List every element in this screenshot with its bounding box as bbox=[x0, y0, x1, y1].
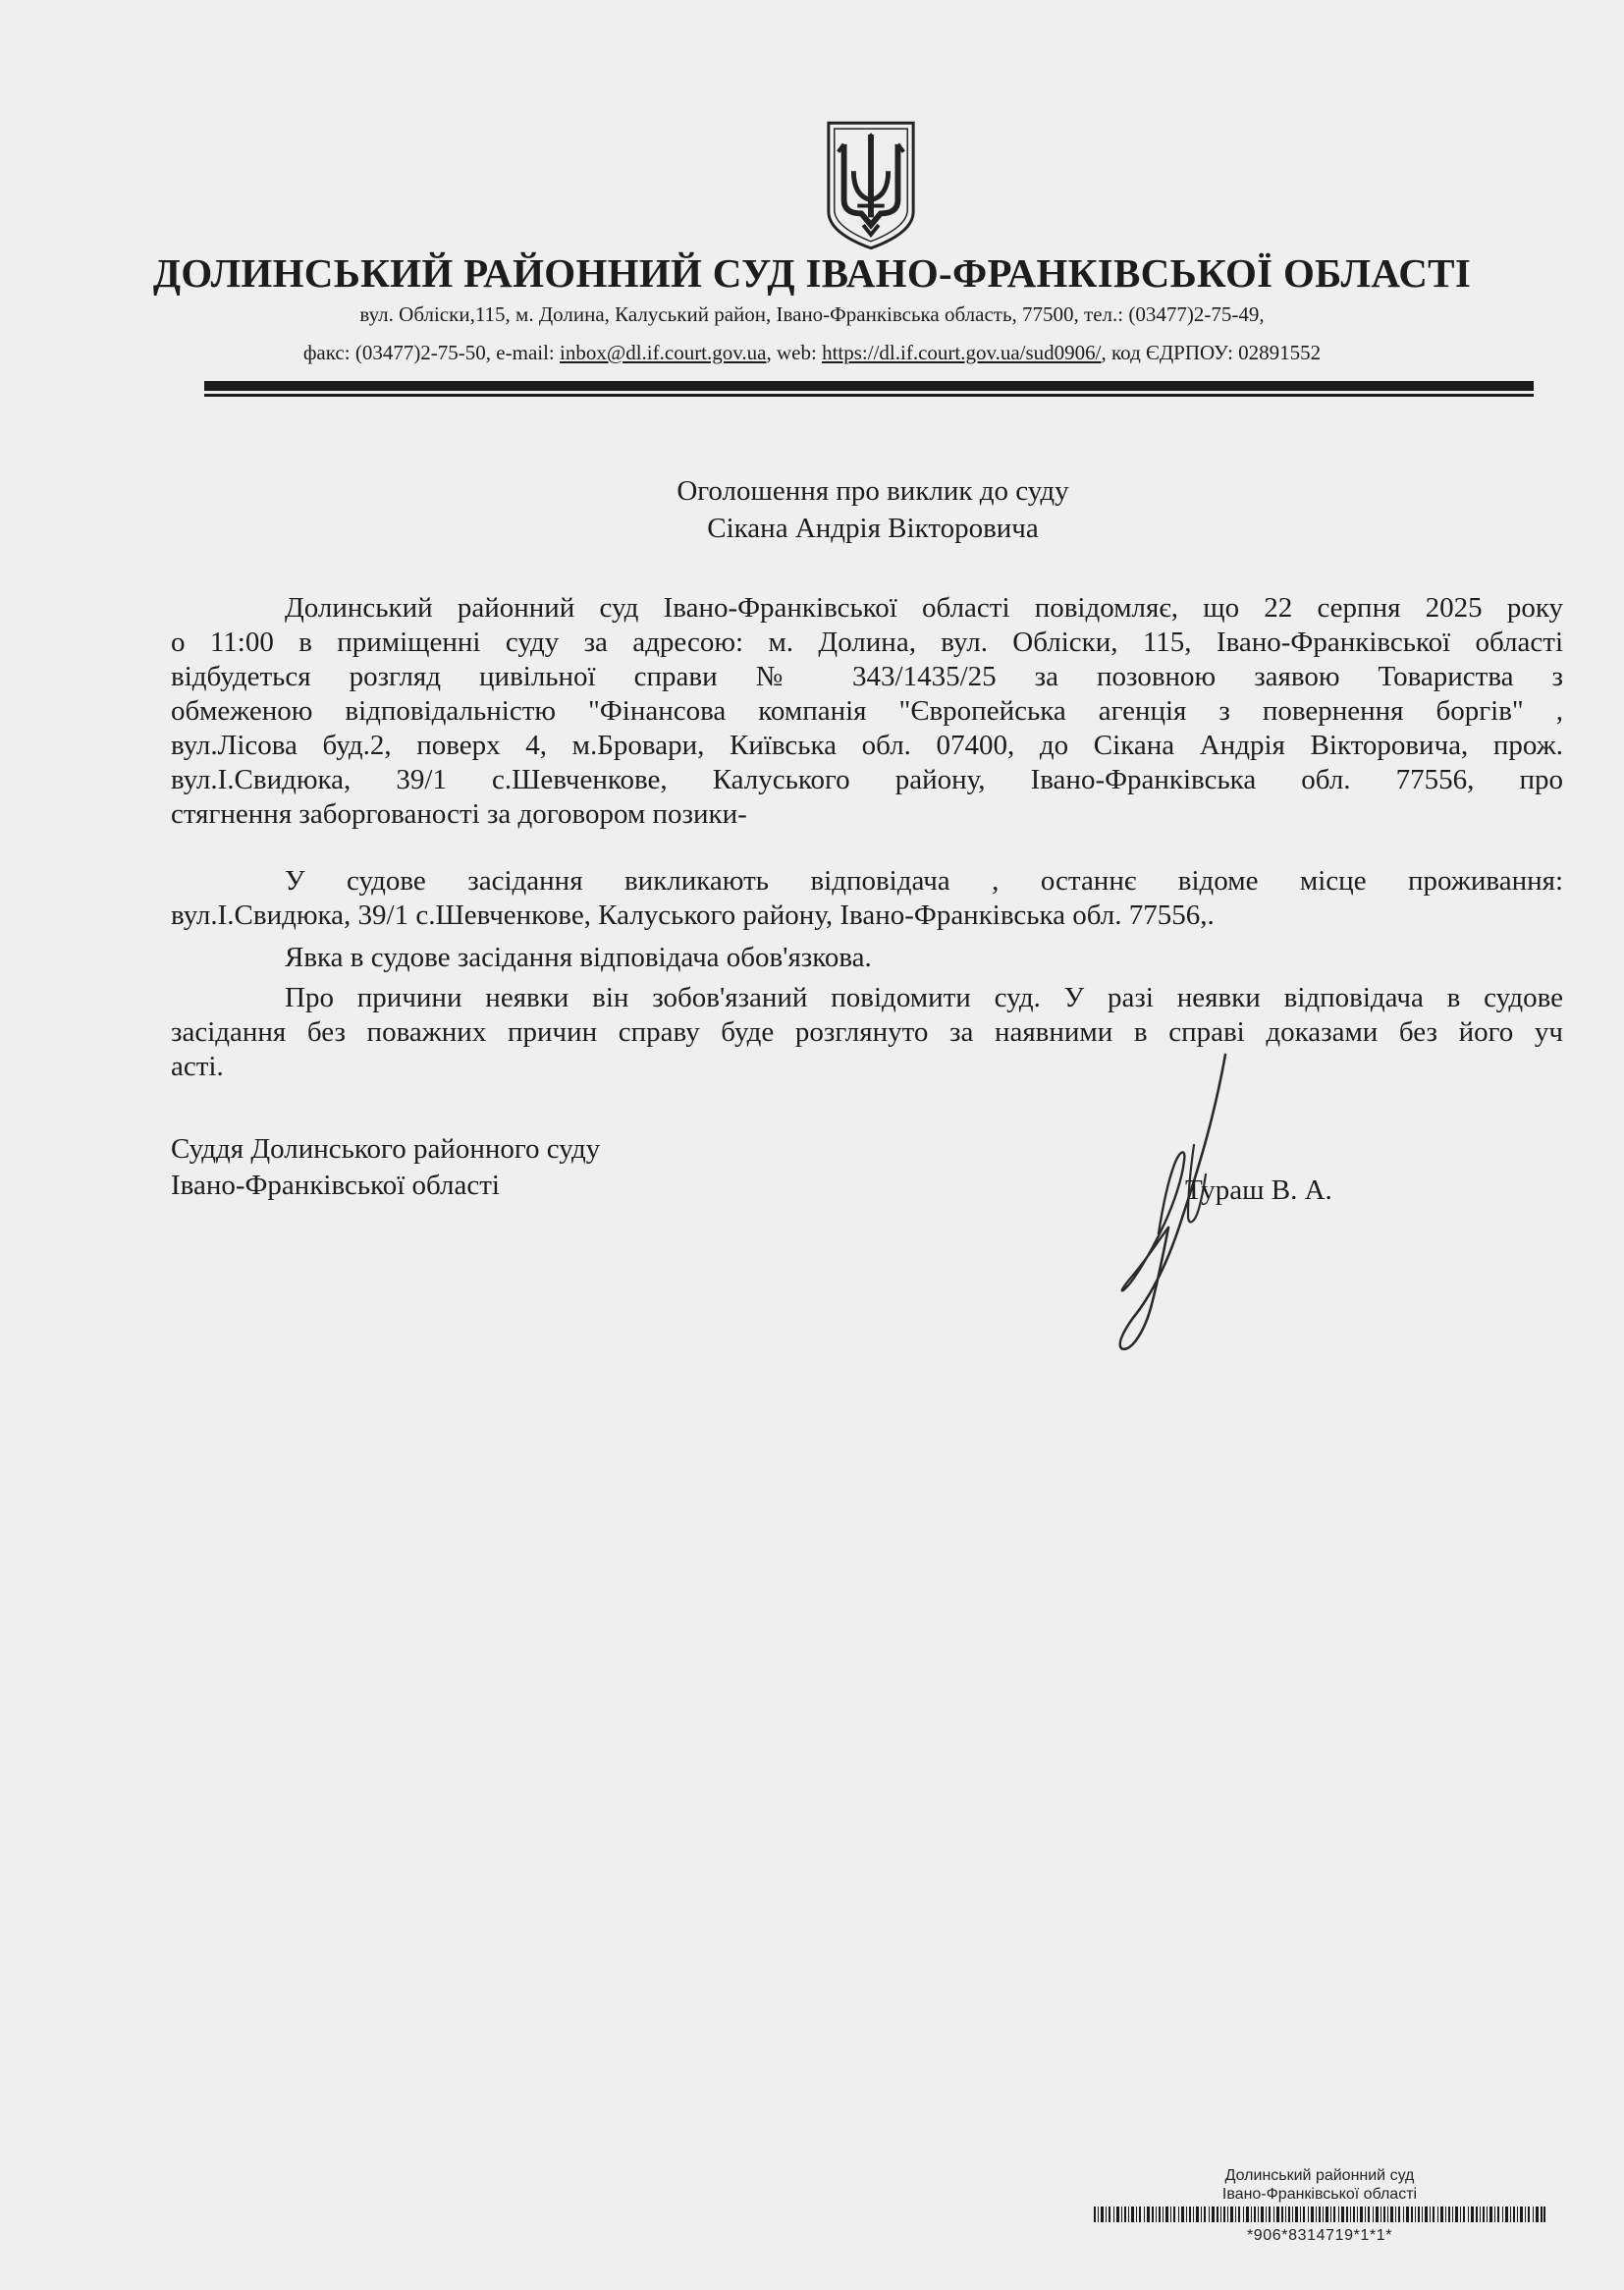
coat-of-arms-icon bbox=[823, 116, 919, 253]
text-line: відбудеться розгляд цивільної справи № 343/1435/25 за позовною заявою Товариства з bbox=[171, 661, 1563, 692]
text-line: вул.І.Свидюка, 39/1 с.Шевченкове, Калуського району, Івано-Франківська обл. 77556, про bbox=[171, 764, 1563, 795]
judge-position-line: Івано-Франківської області bbox=[171, 1170, 500, 1201]
paragraph-attendance bbox=[171, 941, 1563, 975]
barcode-icon bbox=[1094, 2207, 1545, 2222]
text-line: Долинський районний суд Івано-Франківської області повідомляє, що 22 серпня 2025 року bbox=[285, 592, 1563, 624]
text-line: обмеженою відповідальністю "Фінансова компанія "Європейська агенція з повернення боргів" , bbox=[171, 695, 1563, 727]
text-line: вул.Лісова буд.2, поверх 4, м.Бровари, Київська обл. 07400, до Сікана Андрія Вікторовича, прож. bbox=[171, 730, 1563, 761]
text-line: асті. bbox=[171, 1051, 224, 1082]
text-line: Явка в судове засідання відповідача обов'язкова. bbox=[285, 942, 872, 973]
text-line: засідання без поважних причин справу буде розглянуто за наявними в справі доказами без його уч bbox=[171, 1016, 1563, 1048]
paragraph-summons bbox=[171, 864, 1563, 933]
court-name: ДОЛИНСЬКИЙ РАЙОННИЙ СУД ІВАНО-ФРАНКІВСЬКОЇ ОБЛАСТІ bbox=[152, 250, 1472, 296]
text-line: стягнення заборгованості за договором позики- bbox=[171, 798, 747, 830]
notice-title: Оголошення про виклик до суду bbox=[677, 475, 1069, 507]
paragraph-hearing bbox=[171, 591, 1563, 832]
judge-position-line: Суддя Долинського районного суду bbox=[171, 1133, 601, 1165]
edrpou-code: , код ЄДРПОУ: 02891552 bbox=[1101, 341, 1322, 364]
text-line: У судове засідання викликають відповідача , останнє відоме місце проживання: bbox=[285, 865, 1563, 897]
paragraph-absence bbox=[171, 981, 1563, 1084]
fax-label: факс: (03477)2-75-50, e-mail: bbox=[302, 341, 561, 364]
text-line: Про причини неявки він зобов'язаний повідомити суд. У разі неявки відповідача в судове bbox=[285, 982, 1563, 1013]
header-rule-thick bbox=[204, 381, 1534, 391]
web-label: , web: bbox=[766, 341, 823, 364]
judge-position bbox=[171, 1131, 600, 1204]
court-address: вул. Обліски,115, м. Долина, Калуський район, Івано-Франківська область, 77500, тел.: (03477)2-75-49, bbox=[359, 302, 1265, 326]
text-line: о 11:00 в приміщенні суду за адресою: м. Долина, вул. Обліски, 115, Івано-Франківської області bbox=[171, 627, 1563, 658]
header-rule-thin bbox=[204, 394, 1534, 397]
barcode-number: *906*8314719*1*1* bbox=[1246, 2227, 1393, 2244]
notice-subject: Сікана Андрія Вікторовича bbox=[707, 513, 1039, 544]
text-line: вул.І.Свидюка, 39/1 с.Шевченкове, Калуського району, Івано-Франківська обл. 77556,. bbox=[171, 900, 1215, 931]
stamp-region-line: Івано-Франківської області bbox=[1221, 2186, 1418, 2203]
court-contacts bbox=[0, 341, 1624, 365]
email-link[interactable]: inbox@dl.if.court.gov.ua bbox=[560, 341, 767, 364]
website-link[interactable]: https://dl.if.court.gov.ua/sud0906/ bbox=[822, 341, 1102, 364]
judge-name: Тураш В. А. bbox=[1185, 1174, 1332, 1206]
registration-stamp bbox=[1094, 2166, 1545, 2245]
stamp-court-line: Долинський районний суд bbox=[1224, 2167, 1415, 2184]
